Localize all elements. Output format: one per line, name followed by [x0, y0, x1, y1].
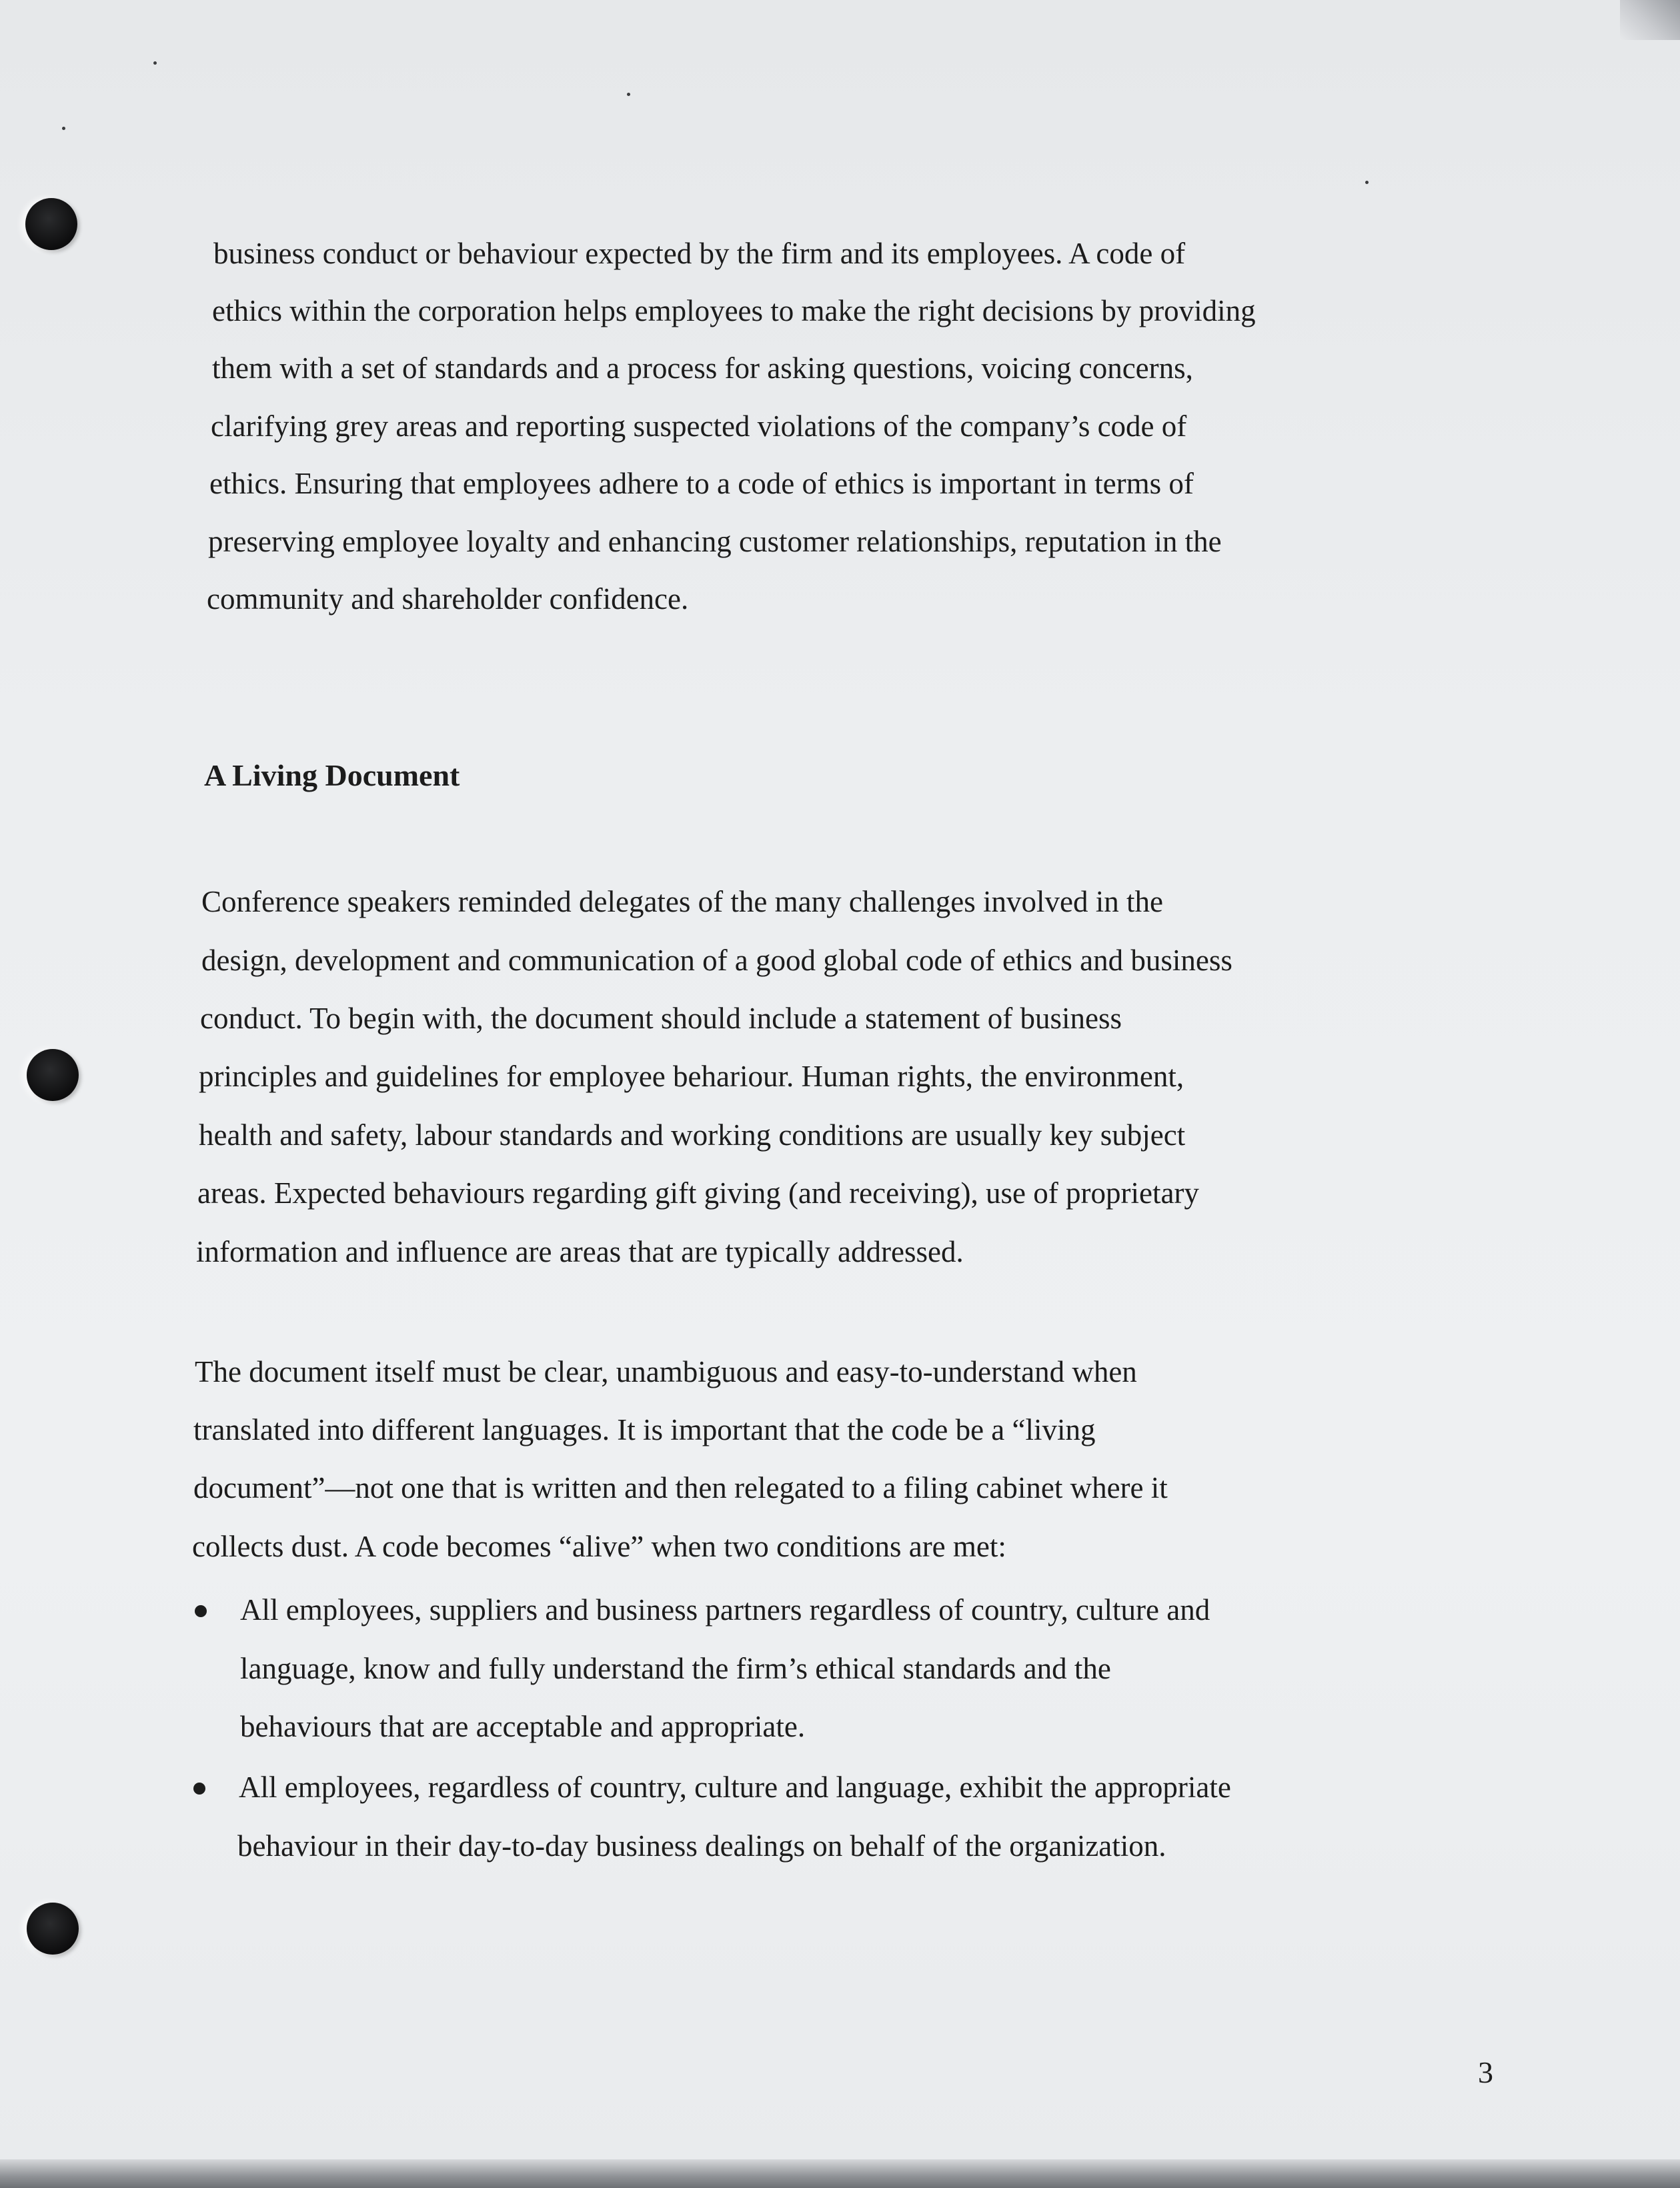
- bullet-1-line: behaviours that are acceptable and appropriate.: [240, 1710, 806, 1743]
- paragraph-1-line: them with a set of standards and a process for asking questions, voicing concerns,: [212, 351, 1193, 385]
- paragraph-1-line: ethics within the corporation helps employees to make the right decisions by providing: [212, 294, 1256, 327]
- bullet-1-line: All employees, suppliers and business partners regardless of country, culture and: [240, 1593, 1210, 1626]
- paragraph-2-line: health and safety, labour standards and working conditions are usually key subject: [199, 1118, 1186, 1152]
- paragraph-2-line: conduct. To begin with, the document should include a statement of business: [200, 1002, 1122, 1035]
- paragraph-1-line: business conduct or behaviour expected by the firm and its employees. A code of: [213, 237, 1186, 270]
- section-heading: A Living Document: [204, 758, 460, 792]
- paper-speck: [62, 127, 65, 130]
- page-bottom-edge: [0, 2159, 1680, 2188]
- punch-hole-top: [25, 198, 77, 250]
- paragraph-3-line: collects dust. A code becomes “alive” when two conditions are met:: [192, 1530, 1006, 1563]
- page-corner-shadow: [1620, 0, 1680, 40]
- paragraph-1-line: ethics. Ensuring that employees adhere to a code of ethics is important in terms of: [209, 467, 1194, 500]
- bullet-2-line: behaviour in their day-to-day business dealings on behalf of the organization.: [237, 1829, 1166, 1863]
- paragraph-1-line: preserving employee loyalty and enhancing customer relationships, reputation in the: [208, 525, 1222, 558]
- page-number: 3: [1478, 2055, 1493, 2089]
- bullet-point: [193, 1783, 205, 1795]
- bullet-1-line: language, know and fully understand the firm’s ethical standards and the: [240, 1652, 1111, 1685]
- paper-speck: [627, 93, 630, 96]
- paragraph-1-line: community and shareholder confidence.: [207, 582, 689, 616]
- paper-speck: [153, 61, 157, 65]
- paragraph-2-line: Conference speakers reminded delegates of the many challenges involved in the: [201, 885, 1163, 918]
- paragraph-3-line: The document itself must be clear, unambiguous and easy-to-understand when: [195, 1355, 1137, 1388]
- paragraph-2-line: design, development and communication of a good global code of ethics and business: [201, 944, 1232, 977]
- paragraph-3-line: translated into different languages. It is important that the code be a “living: [193, 1413, 1096, 1446]
- paper-speck: [1365, 181, 1369, 184]
- bullet-2-line: All employees, regardless of country, culture and language, exhibit the appropriate: [239, 1771, 1231, 1804]
- punch-hole-middle: [27, 1049, 79, 1101]
- paragraph-1-line: clarifying grey areas and reporting suspected violations of the company’s code of: [211, 409, 1187, 443]
- paragraph-2-line: areas. Expected behaviours regarding gift giving (and receiving), use of proprietary: [197, 1176, 1199, 1210]
- paragraph-2-line: information and influence are areas that are typically addressed.: [196, 1235, 964, 1268]
- bullet-point: [195, 1605, 207, 1617]
- paragraph-3-line: document”—not one that is written and then relegated to a filing cabinet where it: [193, 1471, 1168, 1504]
- paragraph-2-line: principles and guidelines for employee behariour. Human rights, the environment,: [199, 1060, 1184, 1093]
- punch-hole-bottom: [27, 1903, 79, 1955]
